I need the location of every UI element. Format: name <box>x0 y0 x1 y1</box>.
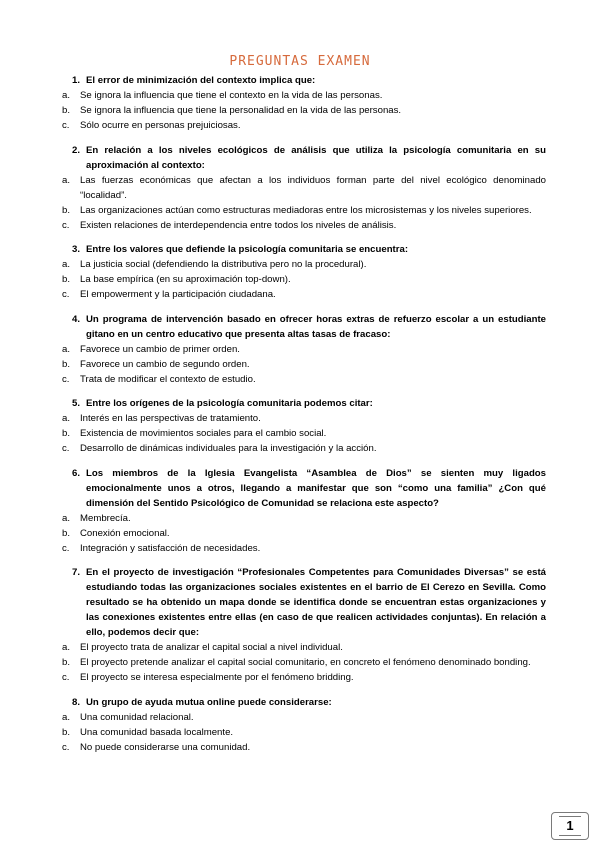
question-text: Entre los valores que defiende la psicología comunitaria se encuentra: <box>86 244 409 255</box>
option-c <box>62 670 546 685</box>
option-letter: c. <box>62 672 70 683</box>
option-letter: a. <box>62 512 71 524</box>
option-c <box>62 287 546 302</box>
question-number: 2. <box>72 144 81 156</box>
option-text: Conexión emocional. <box>80 527 170 539</box>
option-a <box>62 511 546 526</box>
page-number-badge: 1 <box>551 812 589 840</box>
option-letter: c. <box>62 120 70 131</box>
option-text: Las fuerzas económicas que afectan a los individuos forman parte del nivel ecológico denominado “localidad”. <box>80 174 546 201</box>
question-8 <box>62 695 546 755</box>
option-a <box>62 342 546 357</box>
option-text: Integración y satisfacción de necesidades. <box>80 542 261 554</box>
option-a <box>62 710 546 725</box>
question-2 <box>62 143 546 233</box>
option-c <box>62 118 546 133</box>
question-4 <box>62 312 546 387</box>
option-text: Existen relaciones de interdependencia entre todos los niveles de análisis. <box>80 219 397 231</box>
option-letter: b. <box>62 274 71 285</box>
option-letter: b. <box>62 657 71 668</box>
option-letter: c. <box>62 289 70 300</box>
option-a <box>62 88 546 103</box>
question-7 <box>62 565 546 685</box>
option-text: No puede considerarse una comunidad. <box>80 741 251 753</box>
option-text: Una comunidad relacional. <box>80 711 194 723</box>
option-letter: a. <box>62 711 71 723</box>
question-list <box>62 73 546 764</box>
option-b <box>62 526 546 541</box>
option-b <box>62 272 546 287</box>
option-a <box>62 640 546 655</box>
question-number: 7. <box>72 567 81 578</box>
option-c <box>62 218 546 233</box>
option-text: Interés en las perspectivas de tratamiento. <box>80 413 261 424</box>
option-c <box>62 541 546 556</box>
question-number: 8. <box>72 696 81 708</box>
question-text: Entre los orígenes de la psicología comunitaria podemos citar: <box>86 398 373 409</box>
option-letter: c. <box>62 542 70 554</box>
option-text: El proyecto pretende analizar el capital social comunitario, en concreto el fenómeno denominado bonding. <box>80 657 531 668</box>
option-text: Se ignora la influencia que tiene la personalidad en la vida de las personas. <box>80 105 402 116</box>
option-a <box>62 257 546 272</box>
page-title: PREGUNTAS EXAMEN <box>229 54 371 69</box>
option-letter: b. <box>62 105 71 116</box>
question-number: 6. <box>72 467 81 479</box>
option-letter: b. <box>62 358 71 370</box>
question-number: 1. <box>72 75 81 86</box>
question-1 <box>62 73 546 133</box>
option-a <box>62 411 546 426</box>
option-letter: a. <box>62 642 71 653</box>
option-b <box>62 103 546 118</box>
option-text: Favorece un cambio de primer orden. <box>80 343 240 355</box>
option-a <box>62 173 546 203</box>
question-text: Un grupo de ayuda mutua online puede considerarse: <box>86 696 332 708</box>
option-text: Desarrollo de dinámicas individuales para la investigación y la acción. <box>80 443 377 454</box>
option-text: Una comunidad basada localmente. <box>80 726 234 738</box>
option-text: El empowerment y la participación ciudadana. <box>80 289 276 300</box>
option-text: Trata de modificar el contexto de estudio. <box>80 373 256 385</box>
option-letter: a. <box>62 90 71 101</box>
option-text: La justicia social (defendiendo la distributiva pero no la procedural). <box>80 259 367 270</box>
option-letter: a. <box>62 343 71 355</box>
option-letter: c. <box>62 373 70 385</box>
question-number: 3. <box>72 244 81 255</box>
option-c <box>62 740 546 755</box>
option-b <box>62 203 546 218</box>
option-text: Sólo ocurre en personas prejuiciosas. <box>80 120 241 131</box>
option-text: El proyecto trata de analizar el capital social a nivel individual. <box>80 642 343 653</box>
option-text: Existencia de movimientos sociales para el cambio social. <box>80 428 327 439</box>
question-3 <box>62 242 546 302</box>
option-b <box>62 357 546 372</box>
question-text: En relación a los niveles ecológicos de análisis que utiliza la psicología comunitaria en su aproximación al contexto: <box>86 144 546 171</box>
question-number: 5. <box>72 398 81 409</box>
option-text: El proyecto se interesa especialmente por el fenómeno bridding. <box>80 672 354 683</box>
question-text: Los miembros de la Iglesia Evangelista “Asamblea de Dios” se sienten muy ligados emocionalmente unos a otros, llegando a manifestar que son “como una familia” ¿Con qué dimensión del Sentido Psicológico de Comunidad se relaciona este aspecto? <box>86 467 546 509</box>
option-b <box>62 725 546 740</box>
option-letter: c. <box>62 443 70 454</box>
option-letter: a. <box>62 174 71 186</box>
option-letter: a. <box>62 259 71 270</box>
option-letter: b. <box>62 204 71 216</box>
question-text: El error de minimización del contexto implica que: <box>86 75 316 86</box>
option-c <box>62 441 546 456</box>
option-letter: c. <box>62 741 70 753</box>
option-text: Membrecía. <box>80 512 131 524</box>
option-letter: b. <box>62 527 71 539</box>
question-number: 4. <box>72 313 81 325</box>
option-text: Favorece un cambio de segundo orden. <box>80 358 250 370</box>
option-c <box>62 372 546 387</box>
option-letter: a. <box>62 413 71 424</box>
question-text: En el proyecto de investigación “Profesionales Competentes para Comunidades Diversas” se está estudiando todas las organizaciones sociales existentes en el barrio de El Cerezo en Sevilla. Como resultado se ha obtenido un mapa donde se identifica donde se encuentran estas organizaciones y las conexiones existentes entre ellas (en caso de que realicen actividades conjuntas). En relación a ello, podemos decir que: <box>86 567 546 638</box>
option-b <box>62 426 546 441</box>
question-5 <box>62 396 546 456</box>
question-6 <box>62 466 546 556</box>
option-text: La base empírica (en su aproximación top-down). <box>80 274 291 285</box>
question-text: Un programa de intervención basado en ofrecer horas extras de refuerzo escolar a un estudiante gitano en un centro educativo que presenta altas tasas de fracaso: <box>86 313 546 340</box>
option-text: Se ignora la influencia que tiene el contexto en la vida de las personas. <box>80 90 383 101</box>
option-letter: b. <box>62 726 71 738</box>
option-text: Las organizaciones actúan como estructuras mediadoras entre los microsistemas y los niveles superiores. <box>80 204 532 216</box>
option-letter: c. <box>62 219 70 231</box>
option-b <box>62 655 546 670</box>
option-letter: b. <box>62 428 71 439</box>
